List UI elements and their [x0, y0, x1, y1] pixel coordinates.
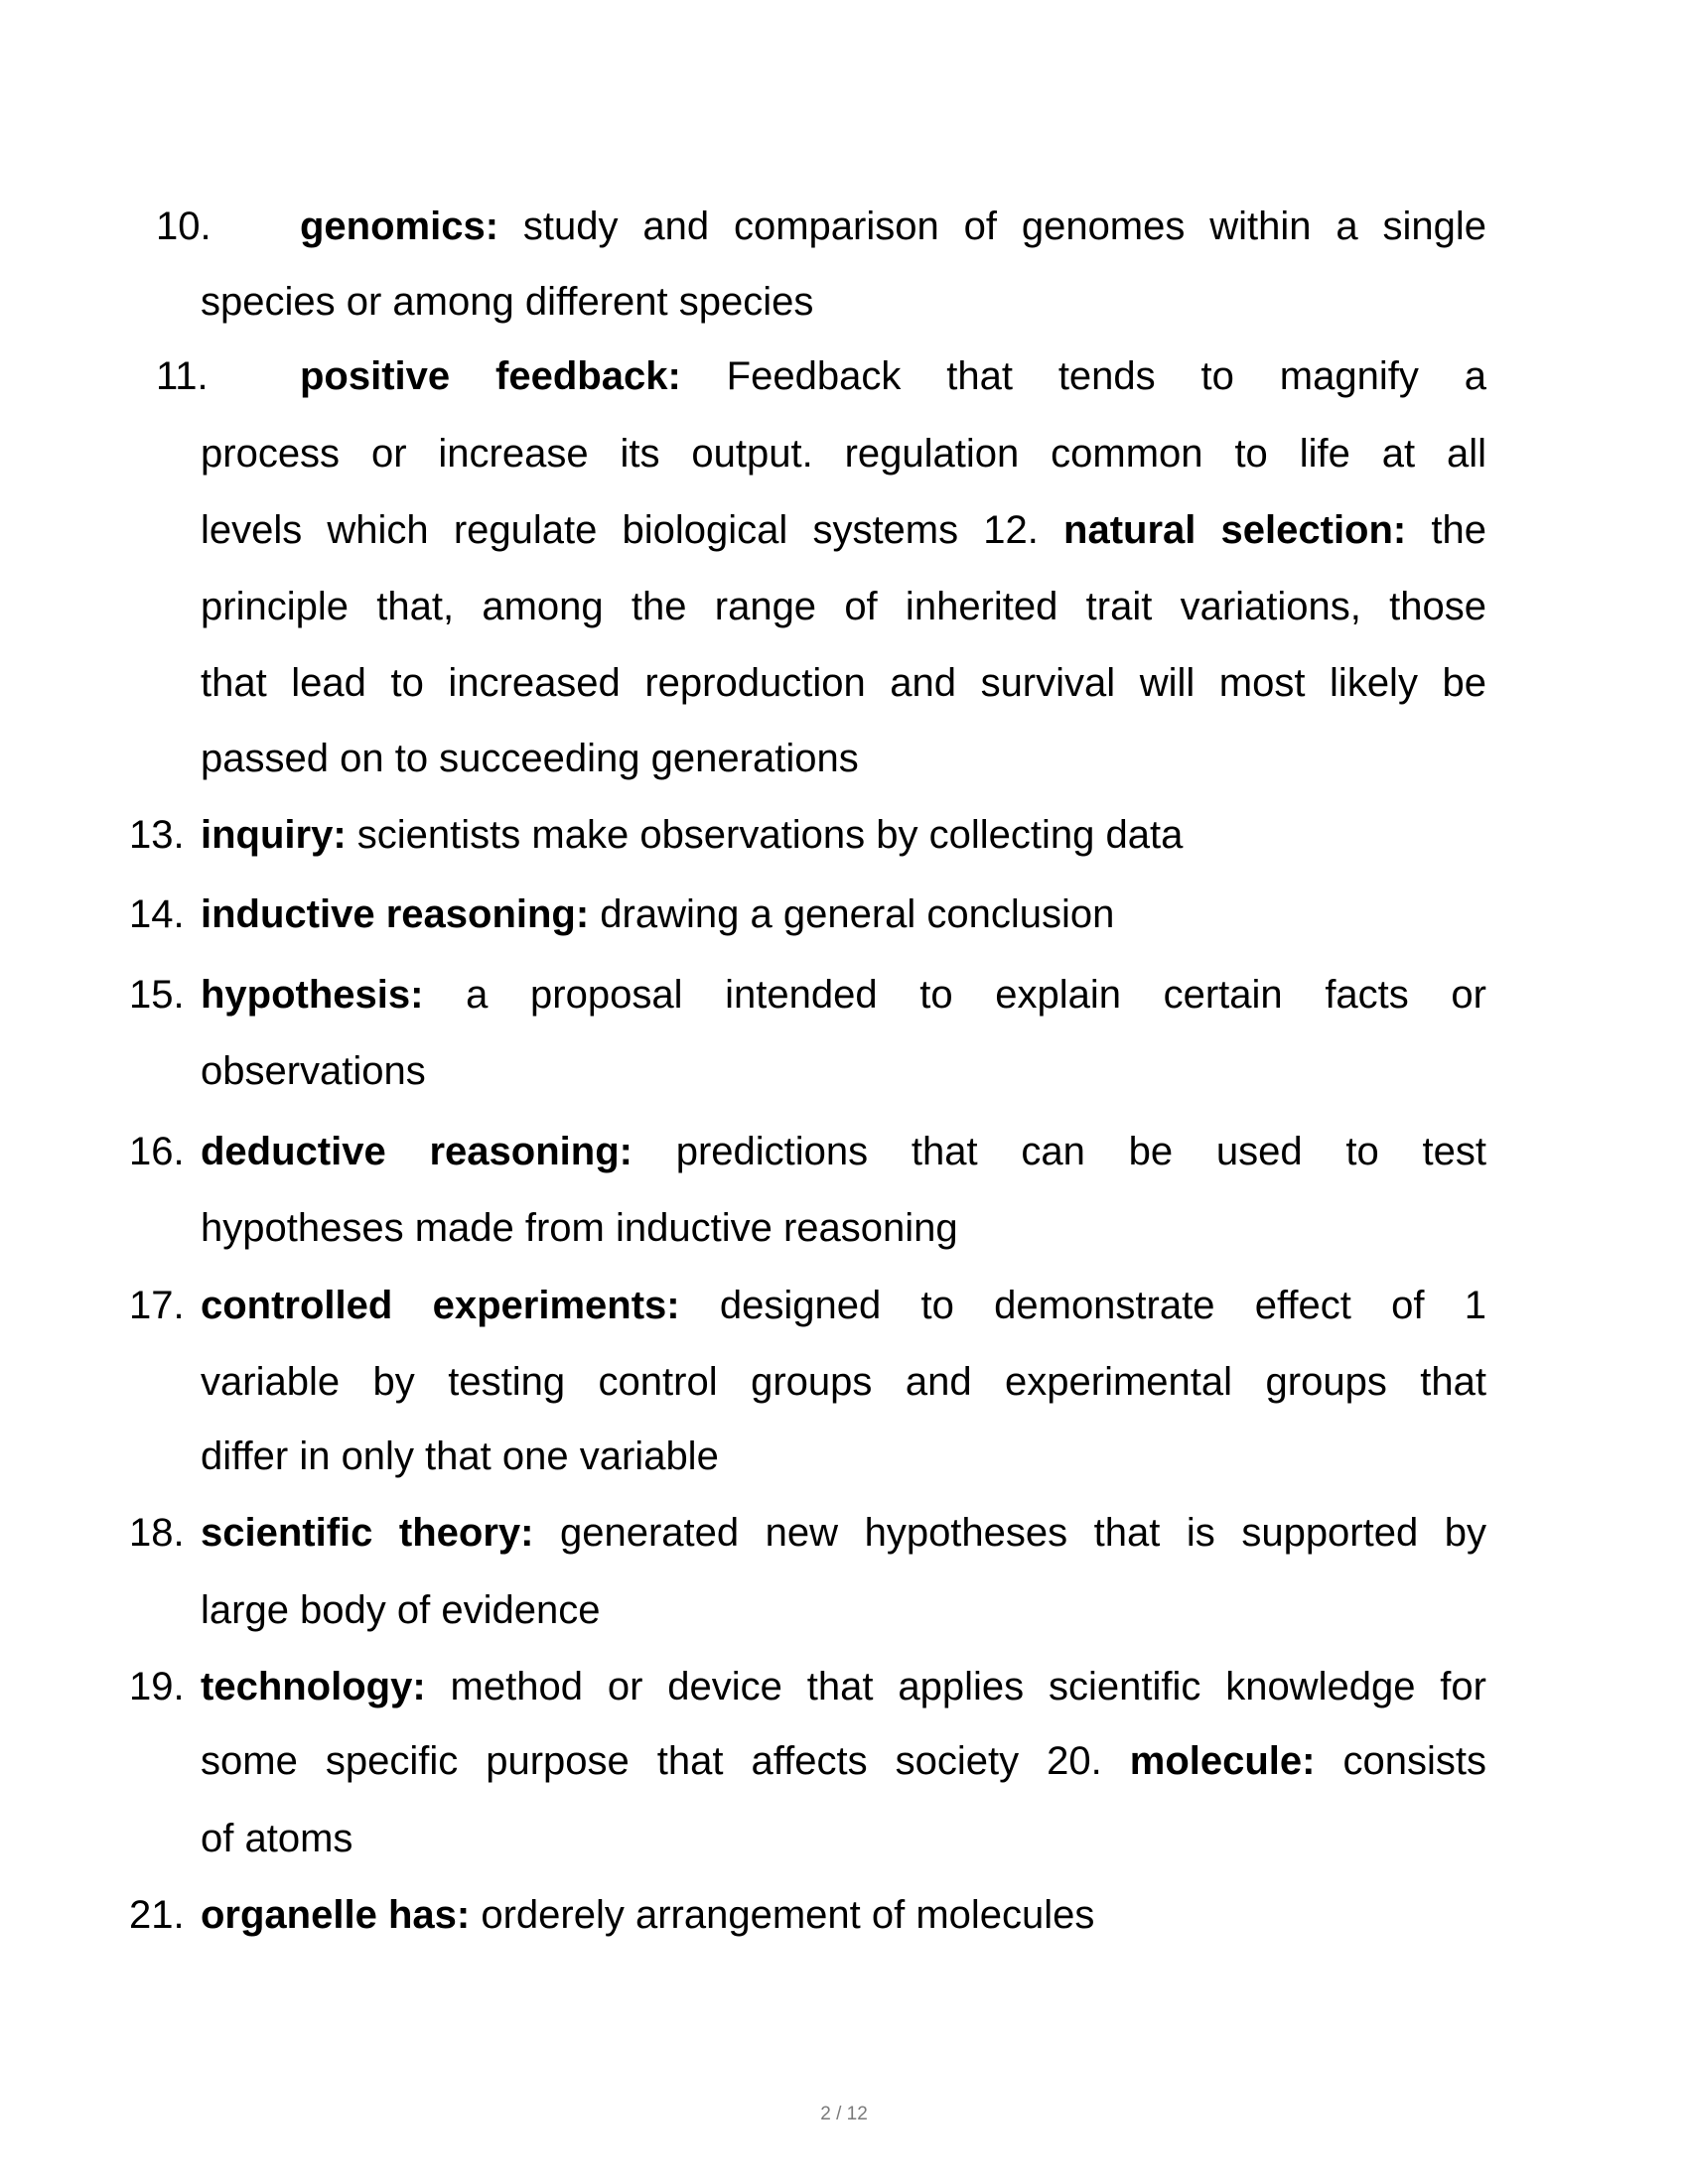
glossary-term: natural selection: — [1063, 508, 1407, 552]
definition-text: principle that, among the range of inherited trait variations, those — [201, 585, 1486, 628]
list-item-line — [201, 1510, 1486, 1556]
page-number: 2 / 12 — [820, 2104, 868, 2124]
definition-text: the — [1406, 508, 1486, 552]
list-item-continuation — [201, 1587, 601, 1633]
definition-text: consists — [1315, 1739, 1486, 1783]
list-item-number: 10. — [156, 205, 211, 248]
definition-text: of atoms — [201, 1817, 353, 1860]
list-item-number: 13. — [129, 813, 185, 857]
definition-text: species or among different species — [201, 280, 814, 324]
list-item-continuation — [201, 1738, 1486, 1784]
list-item-line — [300, 204, 1486, 249]
list-item-continuation — [201, 1816, 352, 1861]
glossary-term: hypothesis: — [201, 973, 424, 1017]
definition-text: hypotheses made from inductive reasoning — [201, 1206, 958, 1250]
list-item-number: 14. — [129, 892, 185, 936]
glossary-term: inductive reasoning: — [201, 892, 590, 936]
list-item-number: 21. — [129, 1893, 185, 1937]
definition-text: that lead to increased reproduction and survival will most likely be — [201, 661, 1486, 705]
list-item-number: 17. — [129, 1284, 185, 1327]
list-item-line — [201, 972, 1486, 1018]
glossary-term: scientific theory: — [201, 1511, 534, 1555]
list-item-line — [201, 812, 1183, 858]
list-item-continuation — [201, 431, 1486, 477]
definition-text: passed on to succeeding generations — [201, 737, 859, 780]
list-item-line — [201, 891, 1114, 937]
glossary-term: inquiry: — [201, 813, 347, 857]
list-item-line — [300, 353, 1486, 399]
list-item-number: 16. — [129, 1130, 185, 1173]
definition-text: process or increase its output. regulation common to life at all — [201, 432, 1486, 476]
definition-text: levels which regulate biological systems 12. — [201, 508, 1064, 552]
glossary-term: organelle has: — [201, 1893, 471, 1937]
list-item-line — [201, 1664, 1486, 1709]
glossary-term: deductive reasoning: — [201, 1130, 633, 1173]
definition-text: predictions that can be used to test — [632, 1130, 1486, 1173]
definition-text: large body of evidence — [201, 1588, 601, 1632]
definition-text: generated new hypotheses that is supported by — [533, 1511, 1486, 1555]
list-item-continuation — [201, 736, 859, 781]
list-item-line — [201, 1892, 1094, 1938]
list-item-continuation — [201, 584, 1486, 629]
list-item-line — [201, 1129, 1486, 1174]
definition-text: Feedback that tends to magnify a — [680, 354, 1486, 398]
list-item-continuation — [201, 1205, 958, 1251]
definition-text: method or device that applies scientific knowledge for — [425, 1665, 1486, 1708]
list-item-number: 11. — [156, 354, 209, 398]
definition-text: drawing a general conclusion — [589, 892, 1115, 936]
glossary-term: controlled experiments: — [201, 1284, 680, 1327]
definition-text: variable by testing control groups and experimental groups that — [201, 1360, 1486, 1404]
definition-text: observations — [201, 1049, 426, 1093]
list-item-line — [201, 1283, 1486, 1328]
list-item-number: 19. — [129, 1665, 185, 1708]
list-item-continuation — [201, 1359, 1486, 1405]
glossary-term: molecule: — [1129, 1739, 1316, 1783]
definition-text: study and comparison of genomes within a single — [498, 205, 1486, 248]
list-item-continuation — [201, 279, 813, 325]
definition-text: scientists make observations by collecting data — [346, 813, 1184, 857]
list-item-number: 15. — [129, 973, 185, 1017]
definition-text: orderely arrangement of molecules — [470, 1893, 1095, 1937]
definition-text: some specific purpose that affects society 20. — [201, 1739, 1130, 1783]
glossary-term: technology: — [201, 1665, 426, 1708]
list-item-continuation — [201, 1433, 719, 1479]
definition-text: differ in only that one variable — [201, 1434, 719, 1478]
list-item-continuation — [201, 1048, 426, 1094]
definition-text: designed to demonstrate effect of 1 — [679, 1284, 1486, 1327]
definition-text: a proposal intended to explain certain facts or — [423, 973, 1486, 1017]
list-item-continuation — [201, 507, 1486, 553]
list-item-number: 18. — [129, 1511, 185, 1555]
list-item-continuation — [201, 660, 1486, 706]
glossary-term: positive feedback: — [300, 354, 681, 398]
glossary-term: genomics: — [300, 205, 499, 248]
